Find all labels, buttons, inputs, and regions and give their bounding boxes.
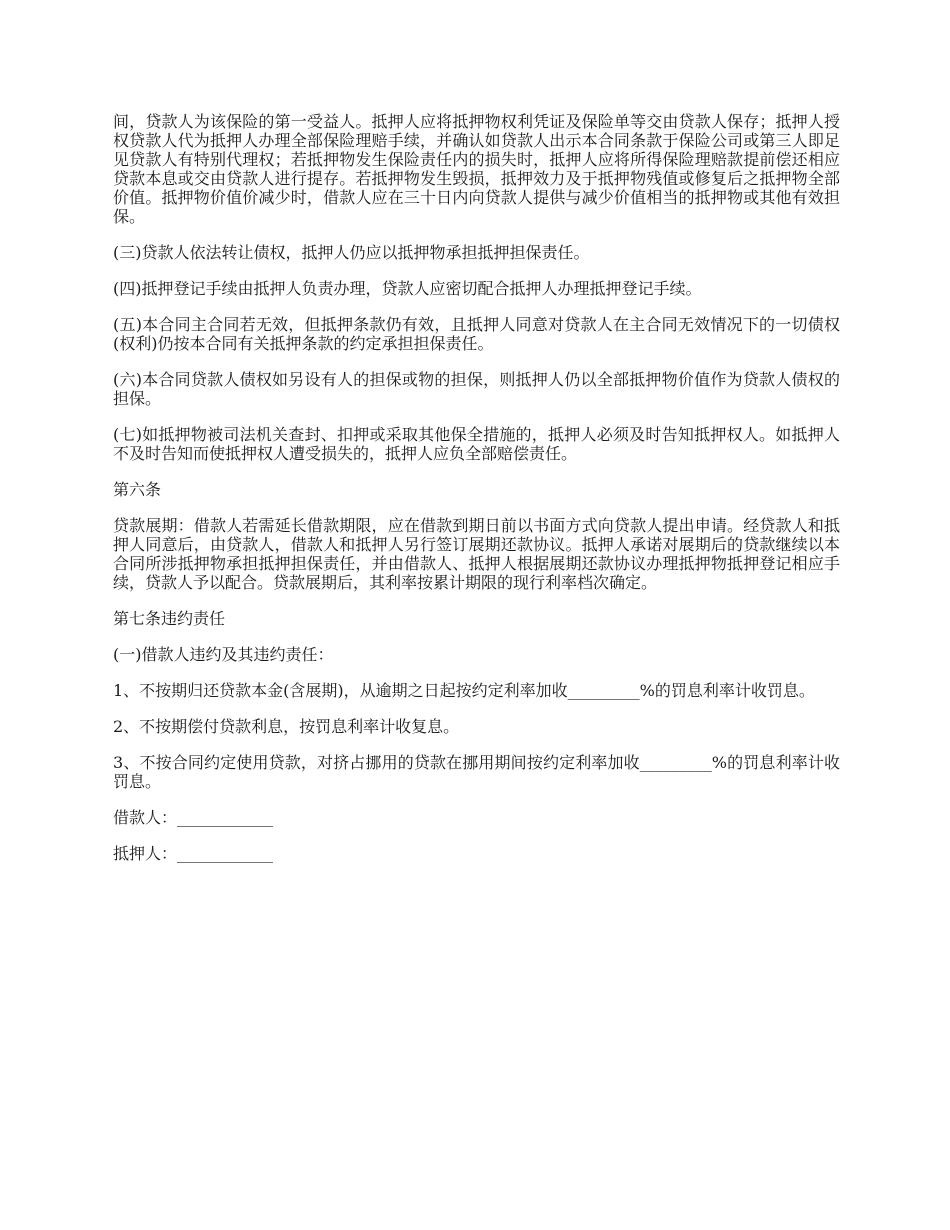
- article-6-heading: 第六条: [113, 480, 162, 499]
- paragraph-item-1: 1、不按期归还贷款本金(含展期)，从逾期之日起按约定利率加收_________%的罚息利率计收罚息。: [113, 681, 815, 700]
- borrower-signature-line: 借款人：____________: [113, 808, 274, 827]
- document-page: [113, 112, 840, 880]
- paragraph-insurance-beneficiary: 间，贷款人为该保险的第一受益人。抵押人应将抵押物权利凭证及保险单等交由贷款人保存；抵押人授权贷款人代为抵押人办理全部保险理赔手续，并确认如贷款人出示本合同条款于保险公司或第三人即足见贷款人有特别代理权；若抵押物发生保险责任内的损失时，抵押人应将所得保险理赔款提前偿还相应贷款本息或交由贷款人进行提存。若抵押物发生毁损，抵押效力及于抵押物残值或修复后之抵押物全部价值。抵押物价值价减少时，借款人应在三十日内向贷款人提供与减少价值相当的抵押物或其他有效担保。: [113, 112, 840, 226]
- paragraph-borrower-default: (一)借款人违约及其违约责任：: [113, 645, 334, 664]
- paragraph-clause-6: (六)本合同贷款人债权如另设有人的担保或物的担保，则抵押人仍以全部抵押物价值作为贷款人债权的担保。: [113, 370, 840, 408]
- paragraph-item-3: 3、不按合同约定使用贷款，对挤占挪用的贷款在挪用期间按约定利率加收_________%的罚息利率计收罚息。: [113, 753, 840, 791]
- paragraph-clause-5: (五)本合同主合同若无效，但抵押条款仍有效，且抵押人同意对贷款人在主合同无效情况下的一切债权(权利)仍按本合同有关抵押条款的约定承担担保责任。: [113, 315, 840, 353]
- paragraph-clause-4: (四)抵押登记手续由抵押人负责办理，贷款人应密切配合抵押人办理抵押登记手续。: [113, 279, 702, 298]
- paragraph-loan-extension: 贷款展期：借款人若需延长借款期限，应在借款到期日前以书面方式向贷款人提出申请。经贷款人和抵押人同意后，由贷款人，借款人和抵押人另行签订展期还款协议。抵押人承诺对展期后的贷款继续以本合同所涉抵押物承担抵押担保责任，并由借款人、抵押人根据展期还款协议办理抵押物抵押登记相应手续，贷款人予以配合。贷款展期后，其利率按累计期限的现行利率档次确定。: [113, 516, 840, 592]
- paragraph-item-2: 2、不按期偿付贷款利息，按罚息利率计收复息。: [113, 717, 460, 736]
- paragraph-clause-3: (三)贷款人依法转让债权，抵押人仍应以抵押物承担抵押担保责任。: [113, 243, 590, 262]
- paragraph-clause-7: (七)如抵押物被司法机关查封、扣押或采取其他保全措施的，抵押人必须及时告知抵押权人。如抵押人不及时告知而使抵押权人遭受损失的，抵押人应负全部赔偿责任。: [113, 425, 840, 463]
- article-7-heading: 第七条违约责任: [113, 609, 226, 628]
- mortgagor-signature-line: 抵押人：____________: [113, 844, 274, 863]
